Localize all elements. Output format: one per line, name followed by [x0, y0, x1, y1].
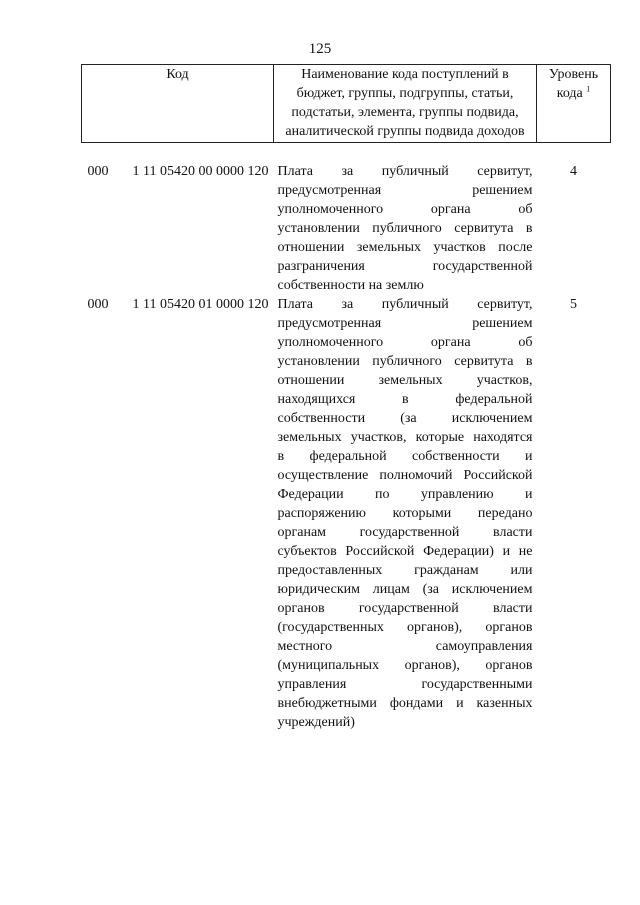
- name-line: уполномоченного органа об: [277, 202, 533, 217]
- name-line: находящихся в федеральной: [277, 392, 533, 407]
- name-line: внебюджетными фондами и казенных: [277, 696, 533, 711]
- header-name-line: бюджет, группы, подгруппы, статьи,: [296, 86, 514, 101]
- name-line: в федеральной собственности и: [277, 449, 533, 464]
- name-line: предусмотренная решением: [277, 316, 533, 331]
- name-line: собственности (за исключением: [277, 411, 533, 426]
- name-line: распоряжению которыми передано: [277, 506, 533, 521]
- revenue-code: 1 11 05420 00 0000 120: [132, 164, 269, 179]
- name-line: отношении земельных участков после: [277, 240, 533, 255]
- table-body: [82, 143, 611, 733]
- name-line: Федерации по управлению и: [277, 487, 533, 502]
- name-line: (государственных органов), органов: [277, 620, 533, 635]
- name-cell: [274, 162, 537, 295]
- name-line: разграничения государственной: [277, 259, 533, 274]
- header-code: Код: [82, 65, 274, 143]
- admin-code: 000: [87, 297, 109, 312]
- level-cell: 4: [570, 164, 577, 179]
- name-line: отношении земельных участков,: [277, 373, 533, 388]
- table-row: [82, 162, 611, 295]
- name-line: местного самоуправления: [277, 639, 533, 654]
- name-line: Плата за публичный сервитут,: [277, 297, 533, 312]
- name-line: уполномоченного органа об: [277, 335, 533, 350]
- name-line: Плата за публичный сервитут,: [277, 164, 533, 179]
- code-cell: [82, 295, 274, 314]
- header-level-word: кода: [556, 86, 583, 101]
- level-cell: 5: [570, 297, 577, 312]
- revenue-codes-table: [81, 64, 611, 732]
- admin-code: 000: [87, 164, 109, 179]
- name-line: предусмотренная решением: [277, 183, 533, 198]
- header-level: [537, 65, 611, 143]
- name-line: юридическим лицам (за исключением: [277, 582, 533, 597]
- name-line: органов государственной власти: [277, 601, 533, 616]
- header-name-line: аналитической группы подвида доходов: [285, 124, 525, 139]
- header-level-line: Уровень: [548, 67, 599, 82]
- code-cell: [82, 162, 274, 181]
- page-number: 125: [308, 41, 332, 57]
- name-line: органам государственной власти: [277, 525, 533, 540]
- header-name-line: Наименование кода поступлений в: [301, 67, 509, 82]
- name-line: (муниципальных органов), органов: [277, 658, 533, 673]
- name-line: земельных участков, которые находятся: [277, 430, 533, 445]
- footnote-marker: 1: [586, 84, 591, 94]
- header-name: [274, 65, 537, 143]
- header-level-line: [541, 84, 606, 103]
- revenue-code: 1 11 05420 01 0000 120: [132, 297, 269, 312]
- name-line: учреждений): [277, 715, 355, 730]
- table-row: [82, 295, 611, 732]
- table-header: [82, 65, 611, 143]
- name-line: управления государственными: [277, 677, 533, 692]
- name-line: установлении публичного сервитута в: [277, 221, 533, 236]
- name-line: собственности на землю: [277, 278, 424, 293]
- name-cell: [274, 295, 537, 732]
- header-name-line: подстатьи, элемента, группы подвида,: [291, 105, 519, 120]
- name-line: установлении публичного сервитута в: [277, 354, 533, 369]
- spacer-row: [82, 143, 611, 163]
- name-line: осуществление полномочий Российской: [277, 468, 533, 483]
- name-line: субъектов Российской Федерации) и не: [277, 544, 533, 559]
- name-line: предоставленных гражданам или: [277, 563, 533, 578]
